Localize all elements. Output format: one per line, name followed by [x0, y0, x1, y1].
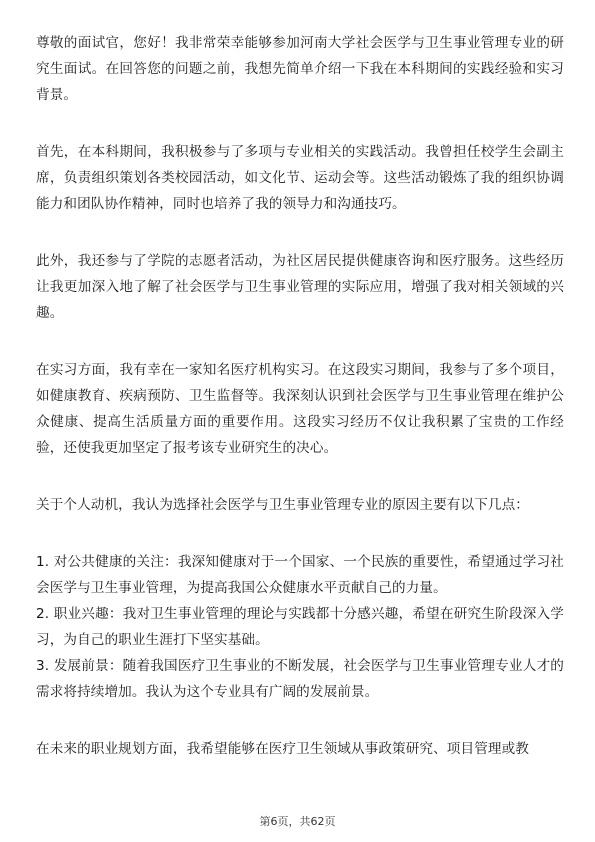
intro-paragraph: 尊敬的面试官，您好！我非常荣幸能够参加河南大学社会医学与卫生事业管理专业的研究生面试。在回答您的问题之前，我想先简单介绍一下我在本科期间的实践经验和实习背景。 — [36, 35, 564, 103]
motivation-paragraph: 关于个人动机，我认为选择社会医学与卫生事业管理专业的原因主要有以下几点： — [36, 497, 529, 513]
motivation-list — [36, 549, 564, 705]
list-item: 1. 对公共健康的关注：我深知健康对于一个国家、一个民族的重要性，希望通过学习社会医学与卫生事业管理，为提高我国公众健康水平贡献自己的力量。 — [36, 554, 564, 596]
document-body — [36, 30, 564, 793]
page-number-footer: 第6页，共62页 — [259, 815, 336, 828]
internship-paragraph: 在实习方面，我有幸在一家知名医疗机构实习。在这段实习期间，我参与了多个项目，如健康教育、疾病预防、卫生监督等。我深刻认识到社会医学与卫生事业管理在维护公众健康、提高生活质量方面的重要作用。这段实习经历不仅让我积累了宝贵的工作经验，还使我更加坚定了报考该专业研究生的决心。 — [36, 362, 564, 456]
list-item: 3. 发展前景：随着我国医疗卫生事业的不断发展，社会医学与卫生事业管理专业人才的需求将持续增加。我认为这个专业具有广阔的发展前景。 — [36, 658, 564, 700]
volunteer-paragraph: 此外，我还参与了学院的志愿者活动，为社区居民提供健康咨询和医疗服务。这些经历让我更加深入地了解了社会医学与卫生事业管理的实际应用，增强了我对相关领域的兴趣。 — [36, 253, 564, 321]
practice-paragraph: 首先，在本科期间，我积极参与了多项与专业相关的实践活动。我曾担任校学生会副主席，负责组织策划各类校园活动，如文化节、运动会等。这些活动锻炼了我的组织协调能力和团队协作精神，同时也培养了我的领导力和沟通技巧。 — [36, 144, 564, 212]
list-item: 2. 职业兴趣：我对卫生事业管理的理论与实践都十分感兴趣，希望在研究生阶段深入学习，为自己的职业生涯打下坚实基础。 — [36, 606, 564, 648]
career-paragraph: 在未来的职业规划方面，我希望能够在医疗卫生领域从事政策研究、项目管理或教 — [36, 741, 529, 757]
